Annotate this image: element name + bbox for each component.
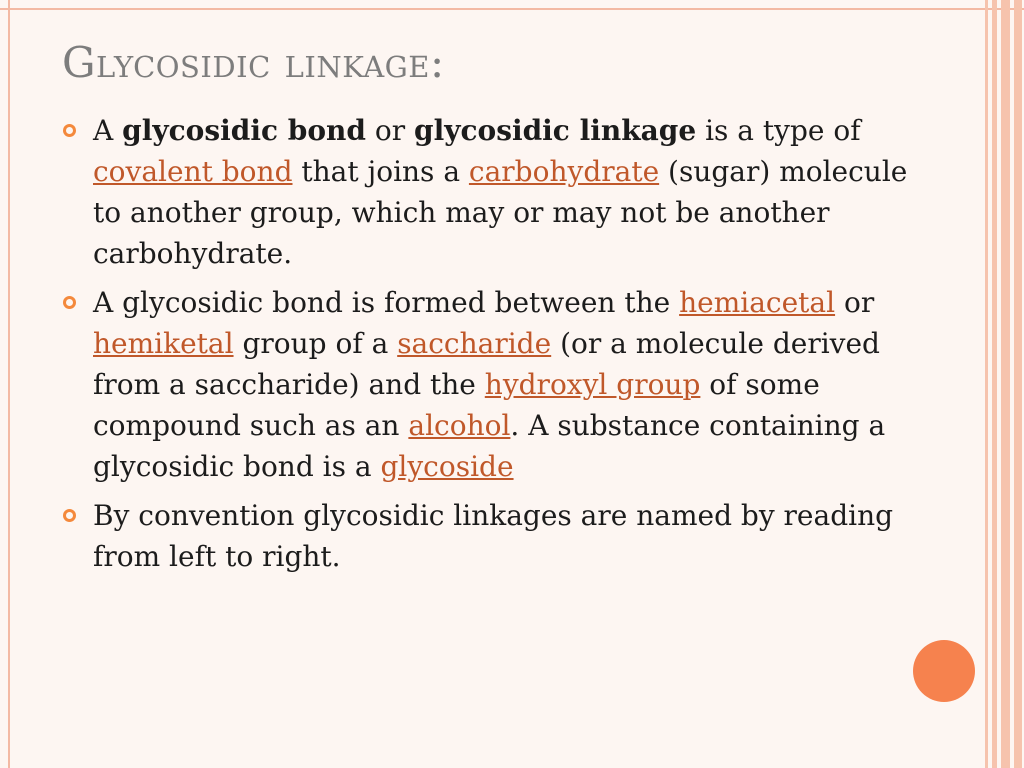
bullet-text: of some compound such as an xyxy=(93,368,820,442)
bold-term: glycosidic linkage xyxy=(413,114,697,147)
stripe-1 xyxy=(985,0,988,768)
bullet-text: . A substance containing a glycosidic bond is a xyxy=(93,409,886,483)
bullet-text: (sugar) molecule to another group, which may or may not be another carbohydrate. xyxy=(93,155,908,270)
frame-left-line xyxy=(0,0,10,768)
bullet-text: By convention glycosidic linkages are named by reading from left to right. xyxy=(93,499,894,573)
slide-title: Glycosidic linkage: xyxy=(62,38,445,87)
bullet-item xyxy=(60,282,930,487)
bullet-text: or xyxy=(835,286,875,319)
link-hemiacetal[interactable]: hemiacetal xyxy=(679,286,836,319)
bullet-item xyxy=(60,110,930,274)
bullet-text: group of a xyxy=(233,327,398,360)
link-hemiketal[interactable]: hemiketal xyxy=(93,327,234,360)
bullet-item xyxy=(60,495,930,577)
bullet-text: is a type of xyxy=(696,114,861,147)
decorative-stripes xyxy=(976,0,1024,768)
bullet-text: A xyxy=(93,114,123,147)
link-covalent-bond[interactable]: covalent bond xyxy=(93,155,293,188)
link-hydroxyl-group[interactable]: hydroxyl group xyxy=(484,368,701,401)
link-alcohol[interactable]: alcohol xyxy=(408,409,511,442)
decorative-circle xyxy=(913,640,975,702)
bullet-text: or xyxy=(365,114,414,147)
bullet-text: that joins a xyxy=(292,155,469,188)
stripe-3 xyxy=(1001,0,1010,768)
link-glycoside[interactable]: glycoside xyxy=(380,450,514,483)
bullet-ring-icon xyxy=(63,124,76,137)
bullet-text: (or a molecule derived from a saccharide) and the xyxy=(93,327,880,401)
link-saccharide[interactable]: saccharide xyxy=(397,327,552,360)
bold-term: glycosidic bond xyxy=(122,114,366,147)
frame-top-line xyxy=(0,0,1024,10)
bullet-ring-icon xyxy=(63,296,76,309)
stripe-4 xyxy=(1014,0,1022,768)
link-carbohydrate[interactable]: carbohydrate xyxy=(468,155,660,188)
bullet-ring-icon xyxy=(63,509,76,522)
bullet-list xyxy=(60,110,930,585)
stripe-2 xyxy=(992,0,997,768)
bullet-text: A glycosidic bond is formed between the xyxy=(93,286,680,319)
